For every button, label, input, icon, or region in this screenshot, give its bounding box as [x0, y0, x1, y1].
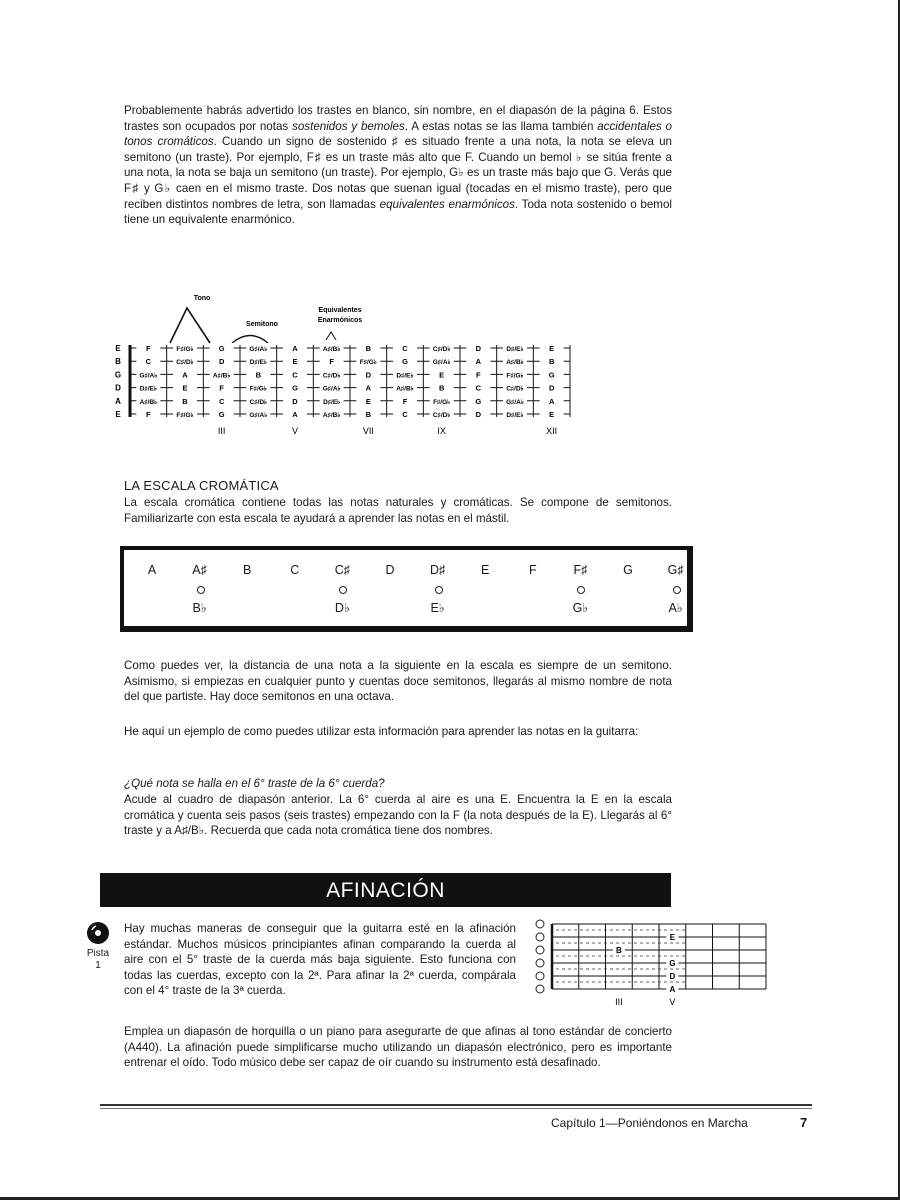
fret-note: C♯/D♭ [176, 359, 194, 367]
scale-note: C [290, 563, 300, 577]
footer-rule-thin [100, 1108, 812, 1109]
intro-emph-1: sostenidos y bemoles [292, 119, 405, 133]
example-paragraph: He aquí un ejemplo de como puedes utilizar esta información para aprender las notas en la guitarra: [124, 725, 639, 738]
question-line: ¿Qué nota se halla en el 6° traste de la 6° cuerda? [124, 777, 385, 790]
tuning-note: E [669, 933, 676, 942]
enharmonic-circle [673, 586, 681, 594]
tuning-grid [536, 920, 766, 993]
fret-note: F [402, 396, 408, 406]
chromatic-scale-box [120, 546, 693, 632]
fret-note: E [365, 396, 371, 406]
intro-text-2: . A estas notas se las llama también [404, 119, 598, 133]
fret-note: F♯/G♭ [506, 372, 524, 380]
fret-note: B [255, 370, 262, 380]
track-number: 1 [95, 960, 101, 971]
intro-text-3: . Cuando un signo de sostenido ♯ es situado frente a una nota, la nota se eleva un semitono (un traste). Por ejemplo, F♯ es un traste más alto que F. Cuando un bemol ♭ se sitúa frente a una nota, la nota se baja un semitono (un traste). Por ejemplo, G♭ es un traste más bajo que G. Verás que F♯ y G♭ caen en el mismo traste. Dos notas que suenan igual (tocadas en el mismo traste), pero que reciben distintos nombres de letra, son llamadas [124, 135, 672, 211]
fret-note: G [475, 396, 482, 406]
enharmonic-circle [197, 586, 205, 594]
fret-note: D♯/E♭ [506, 346, 524, 353]
fret-note: D [292, 396, 298, 406]
cd-track-icon [86, 921, 110, 945]
open-string-circle [536, 920, 544, 928]
open-string-circle [536, 985, 544, 993]
fret-note: C [145, 357, 152, 367]
string-name: E [115, 344, 121, 353]
scale-note: D [385, 563, 395, 577]
fret-note: F [219, 383, 224, 393]
semitone-paragraph: Como puedes ver, la distancia de una nota a la siguiente en la escala es siempre de un semitono. Asimismo, si empiezas en cualquier punto y cuentas doce semitonos, llegarás al mismo nombre de nota del que partiste. Hay doce semitonos en una octava. [124, 659, 672, 704]
tuning-paragraph: Hay muchas maneras de conseguir que la guitarra esté en la afinación estándar. Muchos músicos principiantes afinan comparando la cuerda al aire con el 5° traste de la cuerda más baja siguiente. Esto funciona con todas las cuerdas, excepto con la 2ª. Para afinar la 2ª cuerda, compárala con el 4° traste de la 3ª cuerda. [124, 922, 516, 998]
enharmonic-circle [339, 586, 347, 594]
open-string-circle [536, 933, 544, 941]
tono-label: Tono [193, 295, 211, 302]
intro-paragraph [124, 103, 672, 228]
fretboard-grid [130, 345, 570, 417]
tuning-position-mark: III [615, 997, 623, 1007]
fret-note: A♯/B♭ [212, 372, 231, 380]
fret-note: C♯/D♭ [322, 372, 341, 380]
fret-note: C♯/D♭ [432, 412, 451, 419]
scale-note: D♯ [429, 563, 446, 577]
tuning-note: G [669, 959, 676, 968]
fret-note: C♯/D♭ [506, 385, 524, 393]
intro-emph-3: equivalentes enarmónicos [379, 197, 515, 211]
fret-note: F♯/G♭ [249, 385, 267, 393]
footer-rule [100, 1104, 812, 1106]
scale-note: A [147, 563, 157, 577]
afinacion-heading-bar: AFINACIÓN [100, 873, 671, 907]
scale-note: G♯ [667, 563, 684, 577]
fret-note: G [292, 383, 298, 393]
fret-note: D♯/E♭ [323, 398, 341, 406]
fret-note: B [182, 396, 188, 406]
fret-note: G♯/A♭ [432, 359, 451, 367]
fret-note: C [292, 370, 298, 380]
intro-emph-2: accidentales o tonos cromáticos [124, 119, 672, 149]
fret-note: D♯/E♭ [396, 372, 414, 380]
tono-bracket [170, 308, 210, 343]
fret-note: A [182, 370, 188, 380]
fret-note: C♯/D♭ [432, 346, 451, 353]
answer-paragraph: Acude al cuadro de diapasón anterior. La 6° cuerda al aire es una E. Encuentra la E en la escala cromática y cuenta seis pasos (seis trastes) empezando con la F (la nota después de la E). Llegarás al 6° traste y a A♯/B♭. Recuerda que cada nota cromática tiene dos nombres. [124, 793, 672, 838]
fret-note: G [548, 370, 555, 380]
fret-note: F♯/G♭ [176, 412, 194, 419]
track-label [81, 948, 115, 972]
fret-note: E [549, 410, 555, 419]
equivalentes-label: Equivalentes [318, 307, 362, 314]
fret-note: B [365, 410, 372, 419]
scale-flat-note: D♭ [334, 601, 350, 615]
chromatic-scale-heading: LA ESCALA CROMÁTICA [124, 478, 279, 493]
fret-note: G♯/A♭ [249, 346, 268, 353]
fret-note: A♯/B♭ [139, 398, 158, 406]
string-name: B [115, 357, 121, 367]
semitono-label: Semitono [246, 321, 278, 328]
fret-note: F♯/G♭ [359, 359, 377, 367]
tuning-note: B [615, 946, 622, 955]
fret-note: E [439, 370, 445, 380]
fret-position-marks [218, 426, 557, 436]
footer-chapter-title: Capítulo 1—Poniéndonos en Marcha [551, 1116, 748, 1130]
tuning-position-marks [615, 997, 675, 1007]
enharmonic-circle [435, 586, 443, 594]
fret-note: C [402, 410, 408, 419]
fret-note: G♯/A♭ [139, 372, 158, 380]
scale-note: F♯ [573, 563, 588, 577]
scale-note: G [623, 563, 633, 577]
enharmonic-arc [326, 332, 336, 340]
fret-note: A [365, 383, 372, 393]
fret-note: A [292, 344, 298, 353]
tuning-position-mark: V [669, 997, 676, 1007]
enharmonic-circle [577, 586, 585, 594]
open-string-circle [536, 959, 544, 967]
fret-note: D♯/E♭ [506, 412, 524, 419]
position-mark: XII [546, 426, 558, 436]
scale-note: E [481, 563, 490, 577]
fret-note: B [548, 357, 555, 367]
fret-note: E [182, 383, 188, 393]
semitono-arc [232, 336, 268, 344]
fret-note: D [475, 410, 482, 419]
pitch-paragraph: Emplea un diapasón de horquilla o un piano para asegurarte de que afinas al tono estándar de concierto (A440). La afinación puede simplificarse mucho utilizando un diapasón electrónico, pero es importante entrenar el oído. Todo músico debe ser capaz de oír cuando su instrumento está desafinado. [124, 1025, 672, 1070]
fret-note: E [549, 344, 555, 353]
fretboard-labels [170, 295, 362, 343]
open-string-circle [536, 946, 544, 954]
string-name: E [115, 410, 121, 419]
fret-note: B [438, 383, 445, 393]
fret-note: G [218, 410, 225, 419]
scale-flat-note: G♭ [572, 601, 589, 615]
fret-note: F [146, 410, 151, 419]
fret-note: D [548, 383, 555, 393]
fret-note: F [476, 370, 481, 380]
fret-note: C♯/D♭ [249, 398, 268, 406]
fret-note: G♯/A♭ [506, 398, 524, 406]
string-name: A [115, 396, 121, 406]
scale-note: B [243, 563, 252, 577]
fret-note: D♯/E♭ [249, 359, 267, 367]
fretboard-diagram [100, 288, 580, 448]
string-names [115, 344, 121, 419]
position-mark: V [291, 426, 299, 436]
position-mark: III [217, 426, 226, 436]
position-mark: IX [437, 426, 446, 436]
scale-note: C♯ [334, 563, 351, 577]
fret-note: A♯/B♭ [322, 412, 341, 419]
fret-note: E [292, 357, 298, 367]
fret-note: D [365, 370, 372, 380]
string-name: G [114, 370, 122, 380]
fret-note: D [218, 357, 225, 367]
scale-flat-note: A♭ [668, 601, 683, 615]
position-mark: VII [362, 426, 374, 436]
intro-text-4: . Toda nota sostenido o bemol tiene un equivalente enarmónico. [124, 197, 672, 227]
scale-flat-note: E♭ [430, 601, 445, 615]
intro-text-1: Probablemente habrás advertido los trastes en blanco, sin nombre, en el diapasón de la página 6. Estos trastes son ocupados por notas [124, 104, 672, 133]
fret-note: A♯/B♭ [396, 385, 414, 393]
fret-note: C [402, 344, 408, 353]
fret-note: A [548, 396, 555, 406]
fret-note: A [292, 410, 298, 419]
fret-note: B [365, 344, 372, 353]
fret-note: G [218, 344, 225, 353]
track-word: Pista [86, 948, 110, 959]
fret-note: G♯/A♭ [249, 412, 268, 419]
fret-note: F♯/G♭ [433, 398, 451, 406]
tuning-note: A [669, 985, 676, 994]
open-string-circle [536, 972, 544, 980]
scale-note: F [528, 563, 537, 577]
fret-note: A♯/B♭ [322, 346, 341, 353]
fret-note: A [475, 357, 482, 367]
enarmonicos-label: Enarmónicos [317, 317, 363, 324]
fret-note: F [329, 357, 334, 367]
fret-note: D [475, 344, 482, 353]
fret-note: F [146, 344, 151, 353]
string-name: D [115, 383, 121, 393]
tuning-diagram [530, 916, 770, 1022]
fret-note: G♯/A♭ [322, 385, 341, 393]
fret-note: G [402, 357, 408, 367]
page-number: 7 [800, 1115, 808, 1130]
chromatic-scale-paragraph: La escala cromática contiene todas las notas naturales y cromáticas. Se compone de semitonos. Familiarizarte con esta escala te ayudará a aprender las notas en el mástil. [124, 496, 672, 525]
fret-note: D♯/E♭ [139, 385, 157, 393]
fret-note: C [218, 396, 225, 406]
scale-flat-note: B♭ [192, 601, 207, 615]
fret-note: C [475, 383, 482, 393]
tuning-note: D [669, 972, 676, 981]
fret-note: A♯/B♭ [506, 359, 524, 367]
scale-note: A♯ [192, 563, 207, 577]
fret-note: F♯/G♭ [176, 346, 194, 353]
